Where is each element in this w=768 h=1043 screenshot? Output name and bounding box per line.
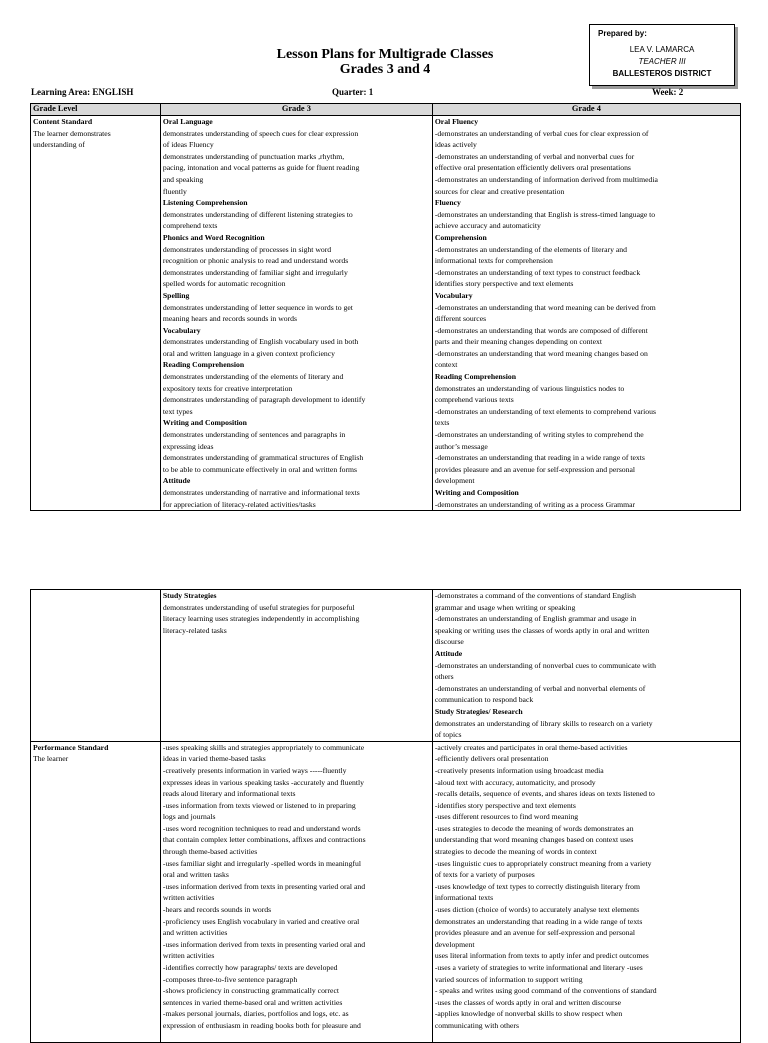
prepared-by-box (589, 24, 735, 86)
text-line: - speaks and writes using good command of the conventions of standard (434, 986, 657, 996)
text-line: development (434, 476, 475, 486)
text-line: oral and written language in a given context proficiency (162, 348, 335, 358)
section-heading: Reading Comprehension (434, 372, 517, 382)
text-line: -uses the classes of words aptly in oral and written discourse (434, 997, 621, 1007)
document-title (250, 47, 520, 77)
text-line: speaking or writing uses the classes of words aptly in oral and written (434, 625, 650, 635)
week: Week: 2 (652, 87, 684, 97)
section-heading: Oral Language (162, 117, 213, 126)
text-line: demonstrates understanding of paragraph development to identify (162, 395, 366, 405)
text-line: -uses different resources to find word meaning (434, 812, 579, 822)
text-line: texts (434, 418, 450, 428)
text-line: ideas actively (434, 140, 477, 150)
text-line: parts and their meaning changes depending on context (434, 337, 602, 347)
text-line: -creatively presents information using broadcast media (434, 765, 604, 775)
text-line: -demonstrates an understanding that English is stress-timed language to (434, 209, 656, 219)
text-line: reads aloud literary and informational texts (162, 789, 296, 799)
text-line: discourse (434, 637, 464, 647)
text-line: -uses linguistic cues to appropriately construct meaning from a variety (434, 858, 652, 868)
content-standard-continued-row (31, 590, 741, 742)
grade-3-header: Grade 3 (160, 104, 432, 116)
text-line: -demonstrates an understanding of writing as a process Grammar (434, 499, 636, 509)
text-line: -hears and records sounds in words (162, 905, 272, 915)
text-line: -identifies story perspective and text elements (434, 800, 576, 810)
grade-3-continued-cell (160, 590, 432, 742)
text-line: strategies to decode the meaning of words in context (434, 847, 597, 857)
text-line: expository texts for creative interpretation (162, 383, 293, 393)
text-line: informational texts (434, 893, 494, 903)
text-line: and written activities (162, 928, 228, 938)
text-line: written activities (162, 893, 215, 903)
performance-standard-row (31, 741, 741, 1042)
text-line: spelled words for automatic recognition (162, 279, 286, 289)
text-line: achieve accuracy and automaticity (434, 221, 541, 231)
text-line: -demonstrates an understanding of text elements to comprehend various (434, 406, 656, 416)
text-line: -uses strategies to decode the meaning of words demonstrates an (434, 823, 634, 833)
text-line: effective oral presentation efficiently delivers oral presentations (434, 163, 631, 173)
text-line: -demonstrates an understanding that word meaning changes based on (434, 348, 648, 358)
grade-4-performance-cell (432, 741, 740, 1042)
text-line: -demonstrates an understanding of information derived from multimedia (434, 174, 658, 184)
section-heading: Oral Fluency (434, 117, 479, 126)
text-line: demonstrates understanding of speech cues for clear expression (162, 128, 359, 138)
text-line: -uses information derived from texts in presenting varied oral and (162, 881, 366, 891)
section-heading: Study Strategies/ Research (434, 706, 523, 716)
text-line: demonstrates understanding of processes in sight word (162, 244, 332, 254)
section-heading: Study Strategies (162, 591, 217, 600)
performance-standard-cell (31, 741, 161, 1042)
title-line-1: Lesson Plans for Multigrade Classes (276, 47, 494, 62)
text-line: comprehend texts (162, 221, 218, 231)
text-line: demonstrates an understanding of various linguistics nodes to (434, 383, 625, 393)
preparer-name: LEA V. LAMARCA (629, 45, 695, 54)
section-heading: Comprehension (434, 232, 487, 242)
text-line: -demonstrates an understanding that words are composed of different (434, 325, 648, 335)
lesson-plan-table-page-1 (30, 103, 741, 511)
text-line: understanding that word meaning changes based on context uses (434, 835, 634, 845)
text-line: that contain complex letter combinations, affixes and contractions (162, 835, 366, 845)
text-line: communicating with others (434, 1020, 519, 1030)
title-line-2: Grades 3 and 4 (339, 62, 431, 77)
content-standard-line: The learner demonstrates (33, 128, 111, 138)
section-heading: Spelling (162, 290, 190, 300)
text-line: development (434, 939, 475, 949)
text-line: sources for clear and creative presentation (434, 186, 565, 196)
text-line: demonstrates an understanding that reading in a wide range of texts (434, 916, 643, 926)
grade-3-content-cell (160, 116, 432, 511)
preparer-position: TEACHER III (638, 57, 686, 66)
text-line: -efficiently delivers oral presentation (434, 754, 549, 764)
text-line: -actively creates and participates in oral theme-based activities (434, 742, 628, 752)
text-line: demonstrates understanding of familiar sight and irregularly (162, 267, 348, 277)
text-line: of topics (434, 730, 462, 740)
text-line: written activities (162, 951, 215, 961)
text-line: meaning hears and records sounds in words (162, 314, 297, 324)
text-line: -demonstrates an understanding of English grammar and usage in (434, 614, 637, 624)
grade-4-continued-cell (432, 590, 740, 742)
section-heading: Writing and Composition (434, 488, 519, 497)
grade-4-content-cell (432, 116, 740, 511)
table-header-row (31, 104, 741, 116)
text-line: -applies knowledge of nonverbal skills to show respect when (434, 1009, 623, 1019)
text-line: context (434, 360, 458, 370)
preparer-district: BALLESTEROS DISTRICT (612, 69, 712, 78)
text-line: pacing, intonation and vocal patterns as guide for fluent reading (162, 163, 360, 173)
text-line: demonstrates understanding of the elements of literary and (162, 372, 344, 382)
text-line: author’s message (434, 441, 488, 451)
text-line: -demonstrates an understanding of text types to construct feedback (434, 267, 641, 277)
text-line: -composes three-to-five sentence paragraph (162, 974, 298, 984)
section-heading: Vocabulary (434, 290, 473, 300)
text-line: -uses diction (choice of words) to accurately analyse text elements (434, 905, 640, 915)
text-line: to be able to communicate effectively in oral and written forms (162, 464, 358, 474)
text-line: for appreciation of literacy-related activities/tasks (162, 499, 316, 509)
section-heading: Vocabulary (162, 325, 201, 335)
text-line: demonstrates understanding of English vocabulary used in both (162, 337, 359, 347)
content-standard-line: understanding of (33, 140, 85, 150)
text-line: -demonstrates an understanding that reading in a wide range of texts (434, 453, 645, 463)
text-line: demonstrates understanding of different listening strategies to (162, 209, 353, 219)
section-heading: Writing and Composition (162, 418, 247, 428)
text-line: -demonstrates an understanding of writing styles to comprehend the (434, 430, 644, 440)
text-line: and speaking (162, 174, 204, 184)
section-heading: Attitude (162, 476, 191, 486)
text-line: demonstrates understanding of grammatical structures of English (162, 453, 364, 463)
text-line: -demonstrates an understanding of verbal cues for clear expression of (434, 128, 649, 138)
text-line: ideas in varied theme-based tasks (162, 754, 266, 764)
text-line: literacy learning uses strategies independently in accomplishing (162, 614, 360, 624)
text-line: demonstrates understanding of narrative and informational texts (162, 488, 360, 497)
performance-standard-line: The learner (33, 754, 69, 764)
text-line: -recalls details, sequence of events, and shares ideas on texts listened to (434, 789, 655, 799)
text-line: informational texts for comprehension (434, 256, 553, 266)
grade-4-header: Grade 4 (432, 104, 740, 116)
text-line: -uses familiar sight and irregularly -spelled words in meaningful (162, 858, 362, 868)
content-standard-row (31, 116, 741, 511)
text-line: -uses speaking skills and strategies appropriately to communicate (162, 742, 365, 752)
text-line: demonstrates understanding of letter sequence in words to get (162, 302, 353, 312)
text-line: of texts for a variety of purposes (434, 870, 535, 880)
grade-level-header: Grade Level (31, 104, 161, 116)
text-line: -demonstrates an understanding that word meaning can be derived from (434, 302, 656, 312)
text-line: demonstrates understanding of sentences and paragraphs in (162, 430, 346, 440)
text-line: expresses ideas in various speaking tasks -accurately and fluently (162, 777, 364, 787)
text-line: uses literal information from texts to aptly infer and predict outcomes (434, 951, 649, 961)
content-standard-title: Content Standard (33, 117, 93, 126)
learning-area: Learning Area: ENGLISH (31, 87, 134, 97)
text-line: recognition or phonic analysis to read and understand words (162, 256, 349, 266)
text-line: -creatively presents information in varied ways -----fluently (162, 765, 347, 775)
text-line: demonstrates understanding of useful strategies for purposeful (162, 602, 355, 612)
text-line: -uses information from texts viewed or listened to in preparing (162, 800, 356, 810)
text-line: others (434, 672, 454, 682)
text-line: demonstrates an understanding of library skills to research on a variety (434, 718, 653, 728)
quarter: Quarter: 1 (332, 87, 374, 97)
text-line: -aloud text with accuracy, automaticity, and prosody (434, 777, 596, 787)
text-line: fluently (162, 186, 187, 196)
text-line: -demonstrates an understanding of verbal and nonverbal cues for (434, 151, 635, 161)
text-line: through theme-based activities (162, 847, 258, 857)
text-line: expressing ideas (162, 441, 214, 451)
text-line: -demonstrates a command of the conventions of standard English (434, 591, 636, 600)
performance-standard-title: Performance Standard (33, 742, 109, 752)
prepared-by-label: Prepared by: (598, 29, 647, 38)
text-line: varied sources of information to support writing (434, 974, 583, 984)
text-line: identifies story perspective and text elements (434, 279, 574, 289)
text-line: grammar and usage when writing or speaking (434, 602, 576, 612)
section-heading: Phonics and Word Recognition (162, 232, 265, 242)
text-line: -shows proficiency in constructing grammatically correct (162, 986, 340, 996)
text-line: text types (162, 406, 193, 416)
text-line: -proficiency uses English vocabulary in varied and creative oral (162, 916, 360, 926)
text-line: communication to respond back (434, 695, 534, 705)
text-line: -makes personal journals, diaries, portfolios and logs, etc. as (162, 1009, 349, 1019)
text-line: expression of enthusiasm in reading books both for pleasure and (162, 1020, 361, 1030)
section-heading: Fluency (434, 198, 461, 208)
grade-3-performance-cell (160, 741, 432, 1042)
lesson-plan-table-page-2 (30, 589, 741, 1043)
text-line: -uses information derived from texts in presenting varied oral and (162, 939, 366, 949)
text-line: -demonstrates an understanding of verbal and nonverbal elements of (434, 683, 646, 693)
blank-label-cell (31, 590, 161, 742)
section-heading: Listening Comprehension (162, 198, 248, 208)
text-line: logs and journals (162, 812, 216, 822)
text-line: comprehend various texts (434, 395, 514, 405)
text-line: provides pleasure and an avenue for self-expression and personal (434, 464, 636, 474)
text-line: provides pleasure and an avenue for self-expression and personal (434, 928, 636, 938)
section-heading: Attitude (434, 648, 463, 658)
text-line: oral and written tasks (162, 870, 229, 880)
text-line: -demonstrates an understanding of nonverbal cues to communicate with (434, 660, 656, 670)
text-line: -uses word recognition techniques to read and understand words (162, 823, 361, 833)
content-standard-cell (31, 116, 161, 511)
text-line: of ideas Fluency (162, 140, 214, 150)
text-line: different sources (434, 314, 487, 324)
text-line: sentences in varied theme-based oral and written activities (162, 997, 343, 1007)
text-line: literacy-related tasks (162, 625, 227, 635)
section-heading: Reading Comprehension (162, 360, 245, 370)
text-line: -demonstrates an understanding of the elements of literary and (434, 244, 627, 254)
text-line: -identifies correctly how paragraphs/ texts are developed (162, 963, 338, 972)
text-line: -uses knowledge of text types to correctly distinguish literary from (434, 881, 640, 891)
text-line: -uses a variety of strategies to write informational and literary -uses (434, 963, 643, 972)
text-line: demonstrates understanding of punctuation marks ,rhythm, (162, 151, 345, 161)
